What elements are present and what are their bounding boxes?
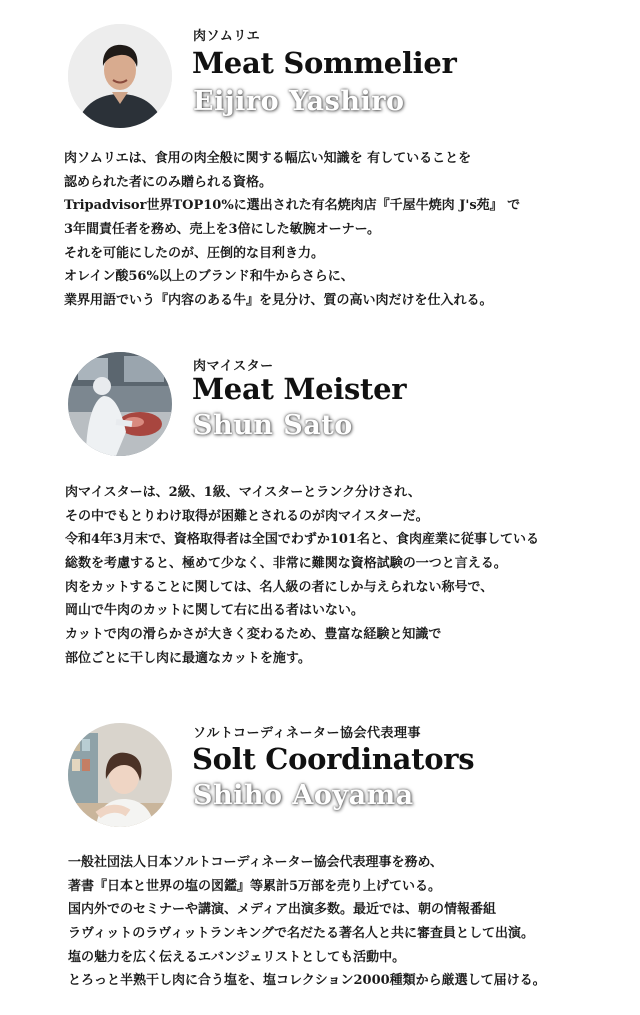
- description-line: ラヴィットのラヴィットランキングで名だたる著名人と共に審査員として出演。: [68, 926, 535, 942]
- avatar-photo: [68, 352, 172, 456]
- description-line: 塩の魅力を広く伝えるエバンジェリストとしても活動中。: [68, 949, 406, 965]
- description-line: 令和4年3月末で、資格取得者は全国でわずか101名と、食肉産業に従事している: [65, 532, 539, 548]
- description-line: 国内外でのセミナーや講演、メディア出演多数。最近では、朝の情報番組: [68, 902, 496, 918]
- person-name: Shiho Aoyama: [193, 780, 414, 811]
- title-english: Solt Coordinators: [192, 742, 475, 776]
- description-paragraph: [64, 147, 520, 313]
- description-line: 岡山で牛肉のカットに関して右に出る者はいない。: [65, 603, 364, 619]
- description-line: その中でもとりわけ取得が困難とされるのが肉マイスターだ。: [65, 508, 429, 524]
- description-line: カットで肉の滑らかさが大きく変わるため、豊富な経験と知識で: [65, 627, 442, 643]
- description-paragraph: [68, 851, 546, 993]
- description-line: 3年間責任者を務め、売上を3倍にした敏腕オーナー。: [64, 222, 381, 238]
- description-line: 業界用語でいう『内容のある牛』を見分け、質の高い肉だけを仕入れる。: [64, 293, 493, 309]
- role-japanese: ソルトコーディネーター協会代表理事: [193, 726, 421, 741]
- description-line: 肉マイスターは、2級、1級、マイスターとランク分けされ、: [65, 485, 421, 500]
- description-line: Tripadvisor世界TOP10%に選出された有名焼肉店『千屋牛焼肉 J's苑』 で: [64, 198, 521, 214]
- portrait-image: [68, 24, 172, 128]
- description-line: それを可能にしたのが、圧倒的な目利き力。: [64, 245, 325, 261]
- avatar-photo: [68, 24, 172, 128]
- description-line: 一般社団法人日本ソルトコーディネーター協会代表理事を務め、: [68, 855, 443, 870]
- person-name: Eijiro Yashiro: [193, 86, 405, 117]
- description-line: 肉をカットすることに関しては、名人級の者にしか与えられない称号で、: [65, 579, 494, 595]
- description-line: 総数を考慮すると、極めて少なく、非常に難関な資格試験の一つと言える。: [65, 556, 507, 572]
- description-line: オレイン酸56%以上のブランド和牛からさらに、: [64, 269, 354, 285]
- description-line: 著書『日本と世界の塩の図鑑』等累計5万部を売り上げている。: [68, 878, 442, 894]
- person-name: Shun Sato: [193, 410, 353, 441]
- description-line: 部位ごとに干し肉に最適なカットを施す。: [65, 650, 311, 666]
- description-line: 肉ソムリエは、食用の肉全般に関する幅広い知識を 有していることを: [64, 151, 472, 166]
- title-english: Meat Meister: [192, 372, 407, 406]
- description-line: とろっと半熟干し肉に合う塩を、塩コレクション2000種類から厳選して届ける。: [68, 973, 546, 989]
- role-japanese: 肉マイスター: [193, 359, 274, 374]
- avatar-photo: [68, 723, 172, 827]
- butcher-image: [68, 352, 172, 456]
- portrait-image: [68, 723, 172, 827]
- title-english: Meat Sommelier: [192, 46, 457, 80]
- description-line: 認められた者にのみ贈られる資格。: [64, 174, 273, 190]
- role-japanese: 肉ソムリエ: [193, 29, 261, 44]
- description-paragraph: [65, 481, 539, 671]
